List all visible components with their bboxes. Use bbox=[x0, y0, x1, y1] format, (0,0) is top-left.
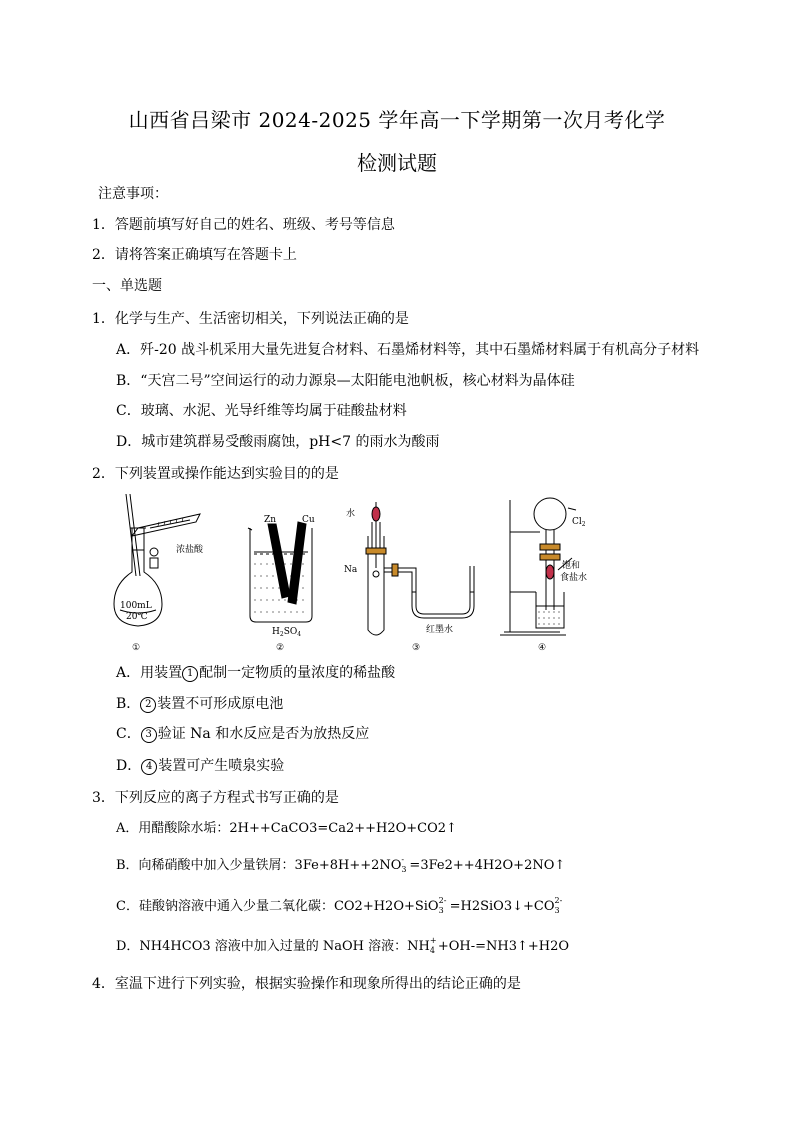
cl2-label: $Cl_2$ bbox=[572, 517, 586, 528]
galvanic-beaker bbox=[248, 522, 312, 622]
notice-heading: 注意事项： bbox=[98, 186, 168, 202]
cu-label: Cu bbox=[302, 515, 315, 525]
notice-item: 2．请将答案正确填写在答题卡上 bbox=[92, 247, 297, 263]
red-ink-label: 红墨水 bbox=[426, 625, 454, 635]
water-label: 水 bbox=[346, 509, 356, 519]
acid-label: 浓盐酸 bbox=[176, 545, 204, 555]
apparatus-figure bbox=[110, 488, 610, 654]
question-1-option-a: A．歼-20 战斗机采用大量先进复合材料、石墨烯材料等，其中石墨烯材料属于有机高分子材料 bbox=[116, 342, 700, 358]
question-3-option-d: D．NH4HCO3 溶液中加入过量的 NaOH 溶液：NH + 4 +OH-=NH3↑+H2O bbox=[116, 935, 570, 955]
section-heading: 一、单选题 bbox=[92, 278, 162, 294]
saturated-label: 饱和 bbox=[562, 561, 581, 571]
exam-title: 山西省吕梁市 2024-2025 学年高一下学期第一次月考化学 bbox=[128, 108, 666, 132]
zn-label: Zn bbox=[264, 515, 277, 525]
question-1-option-b: B．“天宫二号”空间运行的动力源泉—太阳能电池帆板，核心材料为晶体硅 bbox=[116, 373, 575, 389]
question-3-option-a: A．用醋酸除水垢：2H++CaCO3=Ca2++H2O+CO2↑ bbox=[116, 821, 457, 836]
question-1-option-c: C．玻璃、水泥、光导纤维等均属于硅酸盐材料 bbox=[116, 403, 407, 419]
question-4-stem: 4．室温下进行下列实验，根据实验操作和现象所得出的结论正确的是 bbox=[92, 976, 521, 992]
test-tube-u-tube bbox=[366, 502, 474, 635]
flask-volume-label: 100mL bbox=[120, 601, 152, 611]
figure-label-2: ② bbox=[276, 643, 285, 653]
question-2-option-a: A．用装置 1 配制一定物质的量浓度的稀盐酸 bbox=[116, 665, 396, 681]
question-3-stem: 3．下列反应的离子方程式书写正确的是 bbox=[92, 790, 339, 806]
question-1-option-d: D．城市建筑群易受酸雨腐蚀，pH<7 的雨水为酸雨 bbox=[116, 434, 440, 450]
question-2-option-d: D． 4 装置可产生喷泉实验 bbox=[116, 758, 285, 774]
notice-item: 1．答题前填写好自己的姓名、班级、考号等信息 bbox=[92, 217, 395, 233]
question-1-stem: 1．化学与生产、生活密切相关，下列说法正确的是 bbox=[92, 311, 409, 327]
figure-label-3: ③ bbox=[412, 643, 421, 653]
exam-subtitle: 检测试题 bbox=[357, 151, 437, 175]
na-label: Na bbox=[344, 565, 358, 575]
figure-label-4: ④ bbox=[538, 643, 547, 653]
question-2-option-c: C． 3 验证 Na 和水反应是否为放热反应 bbox=[116, 726, 370, 742]
question-2-stem: 2．下列装置或操作能达到实验目的的是 bbox=[92, 466, 339, 482]
h2so4-label: $H_2SO_4$ bbox=[272, 627, 302, 638]
question-3-option-b: B．向稀硝酸中加入少量铁屑：3Fe+8H++2NO - 3 =3Fe2++4H2O+2NO↑ bbox=[116, 854, 566, 874]
flask-temp-label: 20℃ bbox=[126, 612, 148, 622]
question-3-option-c: C．硅酸钠溶液中通入少量二氧化碳：CO2+H2O+SiO 2- 3 =H2SiO3↓+CO 2- 3 bbox=[116, 895, 563, 915]
figure-label-1: ① bbox=[132, 643, 141, 653]
brine-label: 食盐水 bbox=[560, 573, 588, 583]
question-2-option-b: B． 2 装置不可形成原电池 bbox=[116, 696, 284, 712]
